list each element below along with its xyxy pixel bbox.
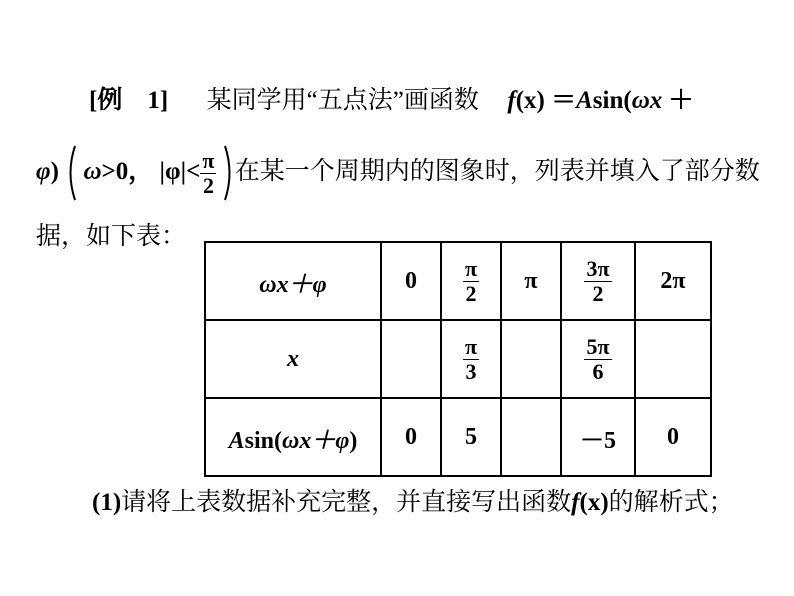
table-cell: 5 (441, 398, 501, 476)
problem-line-1 (89, 86, 694, 116)
phi-symbol: φ (36, 158, 51, 185)
table-cell: 0 (381, 242, 441, 320)
table-cell (501, 398, 561, 476)
table-row (205, 320, 711, 398)
table-cell: 0 (381, 398, 441, 476)
table-cell: $\frac{\pi}{2}$ (441, 242, 501, 320)
problem-line-3: 据，如下表： (36, 223, 187, 250)
problem-intro: 某同学用“五点法”画函数 (206, 87, 479, 114)
phi-condition: |φ|< (159, 158, 201, 185)
table-cell: 0 (635, 398, 711, 476)
table-cell: $\frac{5\pi}{6}$ (561, 320, 635, 398)
left-big-paren (65, 144, 77, 202)
table-cell: 2π (635, 242, 711, 320)
table-cell (381, 320, 441, 398)
table-row (205, 398, 711, 476)
question-1: (1)请将上表数据补充完整，并直接写出函数f(x)的解析式； (92, 489, 734, 516)
question-number: (1) (92, 489, 122, 516)
table-cell (635, 320, 711, 398)
problem-line-2-text: 在某一个周期内的图象时，列表并填入了部分数 (234, 158, 760, 185)
table-cell (501, 320, 561, 398)
omega-condition: >0， (101, 158, 154, 185)
question-text-end: 的解析式； (608, 489, 734, 516)
row-header-value: Asin(ωx＋φ) (205, 398, 381, 476)
question-text: 请将上表数据补充完整，并直接写出函数 (121, 489, 572, 516)
omega-symbol: ω (83, 158, 102, 185)
pi-over-2-fraction: $\frac{\pi}{2}$ (202, 147, 215, 198)
row-header-phase: ωx＋φ (205, 242, 381, 320)
table-cell: π (501, 242, 561, 320)
example-label: [例 1] (89, 87, 169, 114)
row-header-x: x (205, 320, 381, 398)
right-big-paren (223, 144, 235, 202)
function-expression: f(x) ＝Asin(ωx ＋ (507, 87, 694, 114)
table-row (205, 242, 711, 320)
values-table (204, 241, 712, 477)
close-paren: ) (50, 158, 59, 185)
table-cell: $\frac{3\pi}{2}$ (561, 242, 635, 320)
problem-line-2 (36, 142, 760, 202)
table-cell: －5 (561, 398, 635, 476)
table-cell: $\frac{\pi}{3}$ (441, 320, 501, 398)
